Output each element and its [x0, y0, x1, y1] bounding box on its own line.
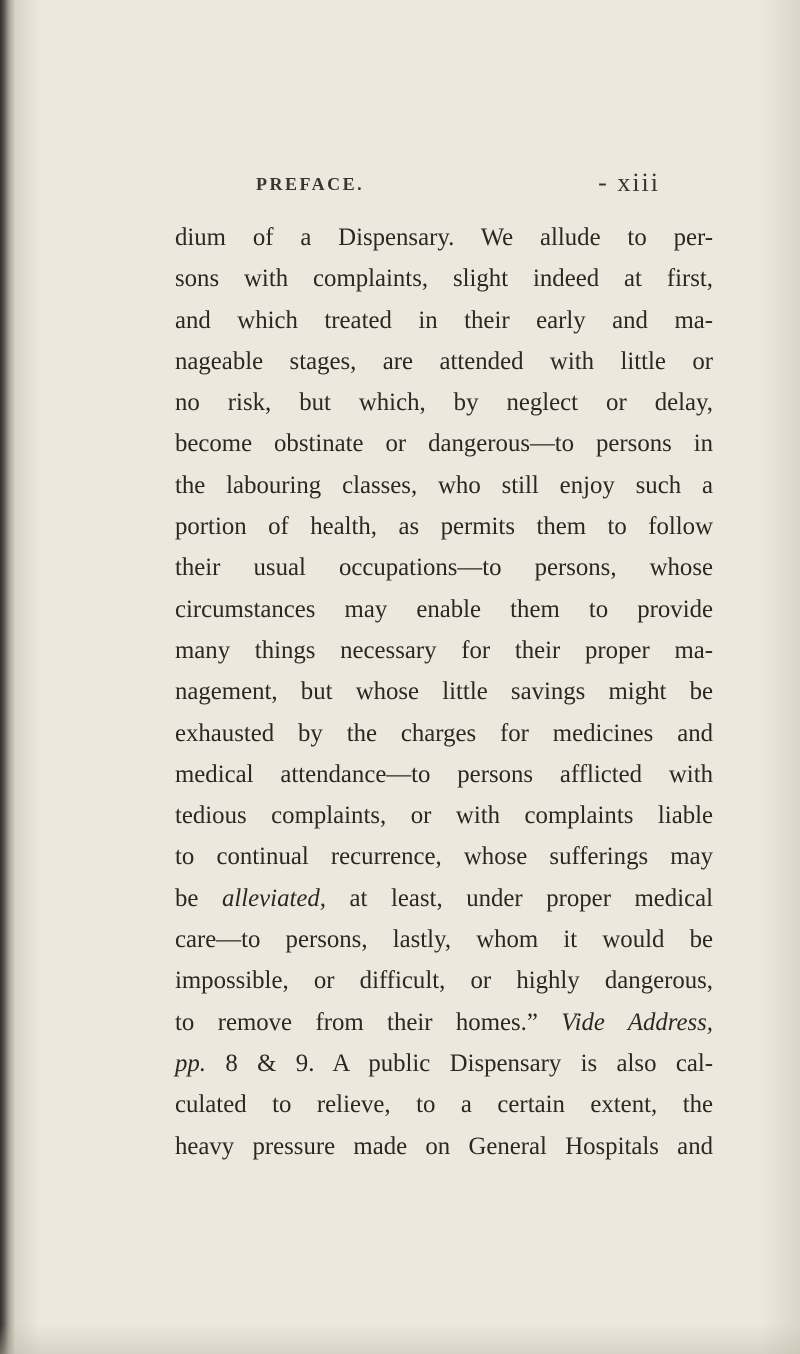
text-line: many things necessary for their proper ma- [175, 636, 713, 664]
running-head [256, 170, 660, 204]
body-text [175, 217, 713, 1317]
text-line: circumstances may enable them to provide [175, 595, 713, 623]
text-segment: 8 & 9. A public Dispensary is also cal- [206, 1049, 713, 1077]
text-line [175, 878, 713, 919]
text-line: dium of a Dispensary. We allude to per- [175, 224, 713, 251]
text-line: exhausted by the charges for medicines and [175, 719, 713, 747]
running-head-title: PREFACE. [256, 174, 365, 194]
page-right-shade [760, 0, 800, 1354]
text-segment: be [175, 884, 222, 912]
text-line: tedious complaints, or with complaints liable [175, 802, 713, 830]
italic-text: Vide Address, [561, 1008, 714, 1036]
text-line: care—to persons, lastly, whom it would be [175, 926, 713, 954]
text-line: to continual recurrence, whose sufferings may [175, 843, 713, 871]
text-line: heavy pressure made on General Hospitals and [175, 1132, 713, 1160]
text-line: impossible, or difficult, or highly dangerous, [175, 967, 713, 995]
text-line: portion of health, as permits them to follow [175, 513, 713, 541]
text-line: medical attendance—to persons afflicted with [175, 760, 713, 788]
page-bottom-shade [0, 1324, 800, 1354]
text-segment: at least, under proper medical [325, 884, 713, 912]
italic-text: alleviated, [221, 884, 326, 912]
text-line: become obstinate or dangerous—to persons in [175, 430, 713, 458]
text-line [175, 1043, 713, 1084]
text-line: nageable stages, are attended with little or [175, 347, 713, 375]
text-segment: to remove from their homes.” [175, 1008, 562, 1036]
text-line: the labouring classes, who still enjoy such a [175, 471, 713, 499]
text-line: sons with complaints, slight indeed at first, [175, 265, 713, 293]
text-line: and which treated in their early and ma- [175, 306, 713, 334]
page-binding-edge [0, 0, 16, 1354]
text-line: no risk, but which, by neglect or delay, [175, 389, 713, 417]
text-line [175, 1002, 713, 1043]
text-line: their usual occupations—to persons, whose [175, 554, 713, 582]
text-line: culated to relieve, to a certain extent, the [175, 1091, 713, 1119]
page-number: - xiii [598, 168, 660, 197]
text-line: nagement, but whose little savings might be [175, 678, 713, 706]
italic-text: pp. [175, 1049, 206, 1077]
